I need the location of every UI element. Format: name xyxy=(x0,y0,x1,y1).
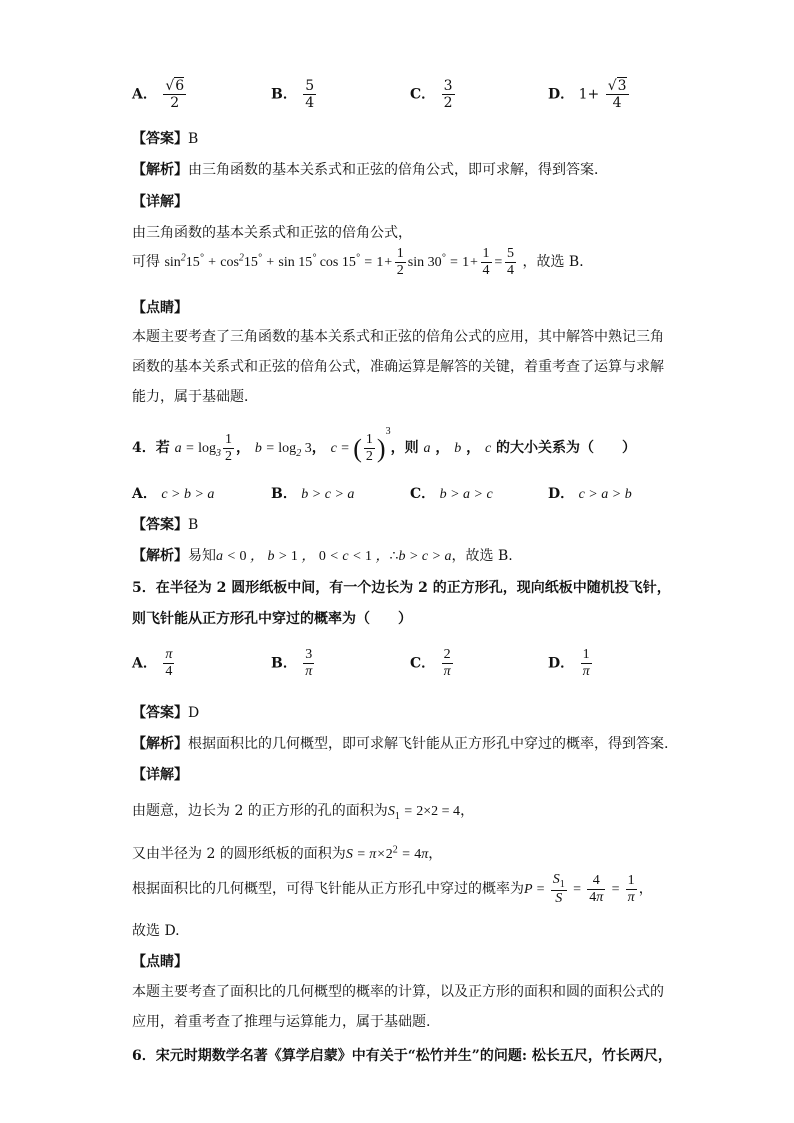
option-letter: B． xyxy=(271,655,297,672)
q4-question: 4．若 $a = \log_3$ $\frac{1}{2}$ ， $b = \log_2 3$， c = ( $\frac{1}{2}$ )$^3$，则 a ， b ， c 的大小关系为（ ） xyxy=(132,426,637,465)
q4-option-c xyxy=(410,483,493,503)
q5-comment-label: 【点睛】 xyxy=(132,954,188,970)
fraction xyxy=(163,647,174,680)
analysis-suffix: ，故选 B. xyxy=(451,548,513,564)
option-text: c > b > a xyxy=(161,487,215,502)
fraction xyxy=(442,647,453,680)
q5-detail-line2: 又由半径为 2 的圆形纸板的面积为$S = \pi\times 2^2 = 4\pi$， xyxy=(132,844,443,862)
question-number: 4．若 xyxy=(132,440,170,456)
fraction-numerator: π xyxy=(163,647,174,664)
analysis-label: 【解析】 xyxy=(132,548,188,564)
option-prefix: 1+ xyxy=(578,86,600,103)
detail-suffix: ，故选 B． xyxy=(522,253,594,270)
q5-detail-line3: 根据面积比的几何概型，可得飞针能从正方形孔中穿过的概率为P = $\frac{S_1}{S}$ = $\frac{4}{4\pi}$ = $\frac{1}{\pi}$ ， xyxy=(132,872,653,907)
q6-question-line1: 6．宋元时期数学名著《算学启蒙》中有关于“松竹并生”的问题: 松长五尺，竹长两尺， xyxy=(132,1048,672,1064)
fraction-numerator: 5 xyxy=(305,78,315,94)
q4-answer xyxy=(132,514,198,534)
fraction-denominator: 2 xyxy=(170,95,180,112)
answer-label: 【答案】 xyxy=(132,705,188,721)
formula: $S = \pi\times 2^2 = 4\pi$ xyxy=(345,844,429,862)
q3-answer xyxy=(132,128,198,148)
option-letter: A． xyxy=(132,86,157,103)
fraction-denominator: 4 xyxy=(612,95,622,112)
q3-option-c xyxy=(410,78,457,111)
q4-option-b xyxy=(271,483,354,503)
fraction xyxy=(303,78,316,111)
option-letter: A． xyxy=(132,655,157,672)
detail-prefix: 由题意，边长为 2 的正方形的孔的面积为 xyxy=(132,803,388,819)
option-letter: C． xyxy=(410,86,436,103)
fraction-numerator: 2 xyxy=(442,647,453,664)
option-text: b > a > c xyxy=(439,487,493,502)
q5-detail-label: 【详解】 xyxy=(132,767,188,783)
formula: P = $\frac{S_1}{S}$ = $\frac{4}{4\pi}$ = $\frac{1}{\pi}$ xyxy=(524,872,635,907)
analysis-label: 【解析】 xyxy=(132,162,188,178)
separator: ， xyxy=(311,440,326,456)
answer-label: 【答案】 xyxy=(132,517,188,533)
fraction-numerator: 1 xyxy=(581,647,592,664)
formula: $\sin^215^\circ + \cos^215^\circ + \sin 15^\circ$ cos 15° = 1+ $\frac{1}{2}$ sin 30° = 1+ $\frac{1}{4}$ = $\frac{5}{4}$ xyxy=(164,246,514,279)
detail-prefix: 可得 xyxy=(132,253,160,270)
fraction-denominator: π xyxy=(443,664,451,680)
formula-c: c = ( $\frac{1}{2}$ )$^3$ xyxy=(330,426,391,465)
fraction-denominator: 4 xyxy=(165,664,173,680)
q5-option-b xyxy=(271,647,316,680)
fraction-denominator: π xyxy=(582,664,590,680)
option-letter: D． xyxy=(548,486,575,502)
question-tail2: 的大小关系为（ ） xyxy=(496,440,637,456)
q5-comment-text: 本题主要考查了面积比的几何概型的概率的计算，以及正方形的面积和圆的面积公式的应用，着重考查了推理与运算能力，属于基础题. xyxy=(132,984,664,1030)
q5-question-line1: 5．在半径为 2 圆形纸板中间，有一个边长为 2 的正方形孔，现向纸板中随机投飞针， xyxy=(132,580,671,596)
option-letter: A． xyxy=(132,486,157,502)
q3-option-a xyxy=(132,78,188,111)
formula: a < 0 ， b > 1 ， 0 < c < 1 ，∴b > c > a xyxy=(216,549,452,564)
fraction-denominator: π xyxy=(305,664,313,680)
detail-prefix: 又由半径为 2 的圆形纸板的面积为 xyxy=(132,846,346,862)
answer-value: D xyxy=(188,705,200,721)
formula: $S_1 = 2\times 2 = 4$ xyxy=(387,804,461,822)
fraction xyxy=(303,647,314,680)
fraction xyxy=(581,647,592,680)
analysis-label: 【解析】 xyxy=(132,736,188,752)
q5-option-c xyxy=(410,647,455,680)
q5-detail-line1: 由题意，边长为 2 的正方形的孔的面积为$S_1 = 2\times 2 = 4$， xyxy=(132,803,475,822)
fraction-denominator: 2 xyxy=(443,95,453,112)
q3-comment-label: 【点睛】 xyxy=(132,300,188,316)
q5-analysis xyxy=(132,733,668,753)
q5-answer xyxy=(132,702,199,722)
q3-detail-label: 【详解】 xyxy=(132,194,188,210)
option-text: c > a > b xyxy=(578,487,632,502)
q3-comment-text: 本题主要考查了三角函数的基本关系式和正弦的倍角公式的应用，其中解答中熟记三角函数的基本关系式和正弦的倍角公式，准确运算是解答的关键，着重考查了运算与求解能力，属于基础题． xyxy=(132,329,664,405)
fraction-denominator: 4 xyxy=(305,95,315,112)
q3-detail-line2 xyxy=(132,246,593,279)
q5-option-d xyxy=(548,647,594,680)
q3-analysis xyxy=(132,159,608,179)
answer-value: B xyxy=(188,131,199,147)
fraction-numerator: 3 xyxy=(303,647,314,664)
option-letter: B． xyxy=(271,486,297,502)
option-letter: D． xyxy=(548,86,575,103)
q4-analysis xyxy=(132,545,513,565)
option-text: b > c > a xyxy=(301,487,355,502)
analysis-text: 根据面积比的几何概型，即可求解飞针能从正方形孔中穿过的概率，得到答案. xyxy=(188,736,669,752)
fraction-numerator: 3 xyxy=(443,78,453,94)
detail-prefix: 根据面积比的几何概型，可得飞针能从正方形孔中穿过的概率为 xyxy=(132,880,524,897)
formula-a: $a = \log_3$ $\frac{1}{2}$ xyxy=(174,432,232,465)
formula-b: $b = \log_2 3$ xyxy=(254,441,312,459)
fraction: $\frac{√6}{2}$ xyxy=(165,78,185,112)
fraction xyxy=(442,78,455,111)
analysis-text: 由三角函数的基本关系式和正弦的倍角公式，即可求解，得到答案． xyxy=(188,162,608,178)
q3-detail-line1: 由三角函数的基本关系式和正弦的倍角公式， xyxy=(132,225,412,241)
fraction-numerator: 6 xyxy=(175,78,185,94)
q5-option-a xyxy=(132,647,176,680)
q3-option-b xyxy=(271,78,318,111)
analysis-prefix: 易知 xyxy=(188,548,216,564)
option-letter: B． xyxy=(271,86,297,103)
fraction: $\frac{√3}{4}$ xyxy=(607,78,627,112)
option-letter: C． xyxy=(410,655,436,672)
option-letter: D． xyxy=(548,655,575,672)
answer-value: B xyxy=(188,517,199,533)
q3-option-d xyxy=(548,78,631,111)
answer-label: 【答案】 xyxy=(132,131,188,147)
option-letter: C． xyxy=(410,486,436,502)
fraction-numerator: 3 xyxy=(617,78,627,94)
separator: ， xyxy=(235,440,250,456)
q4-option-d xyxy=(548,483,632,503)
question-tail: ，则 xyxy=(390,440,419,456)
q5-detail-line4: 故选 D. xyxy=(132,923,180,939)
q4-option-a xyxy=(132,483,214,503)
q5-question-line2: 则飞针能从正方形孔中穿过的概率为（ ） xyxy=(132,611,412,627)
